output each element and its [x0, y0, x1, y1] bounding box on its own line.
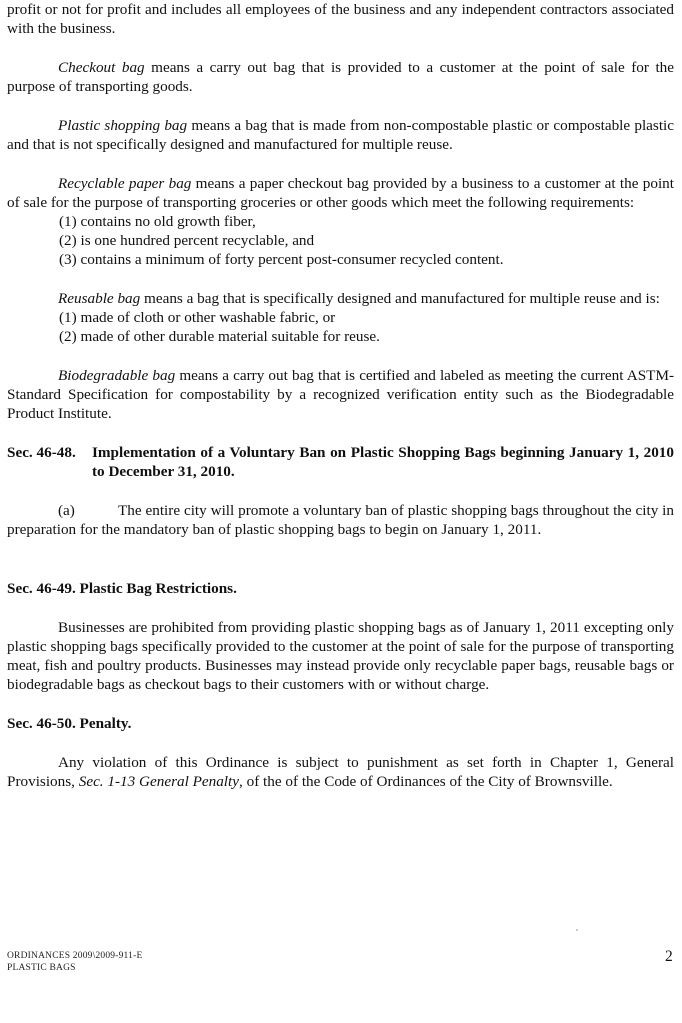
definition-term: Reusable bag	[58, 290, 141, 307]
section-46-49-text: Businesses are prohibited from providing plastic shopping bags as of January 1, 2011 excepting only plastic shopping bags specifically provided to the customer at the point of sale for the purpose of transporting meat, fish and poultry products. Businesses may instead provide only recyclable paper bags, reusable bags or biodegradable bags as checkout bags to their customers with or without charge.	[7, 619, 674, 693]
list-item: (1) made of cloth or other washable fabric, or	[59, 309, 336, 326]
section-46-48-heading	[7, 443, 674, 481]
definition-term: Checkout bag	[58, 59, 145, 76]
page-footer	[7, 950, 674, 974]
section-46-48-clause-a	[7, 501, 674, 539]
list-item: (1) contains no old growth fiber,	[59, 213, 256, 230]
list-item: (2) is one hundred percent recyclable, and	[59, 232, 315, 249]
definition-text: means a carry out bag that is certified and labeled as meeting the current ASTM-Standard Specification for compostability by a recognized verification entity such as the Biodegradable Product Institute.	[7, 367, 675, 422]
reusable-bag-requirements	[7, 308, 674, 346]
definition-term: Plastic shopping bag	[58, 117, 188, 134]
section-title: Implementation of a Voluntary Ban on Plastic Shopping Bags beginning January 1, 2010 to December 31, 2010.	[92, 444, 674, 480]
penalty-text-before: Any violation of this Ordinance is subject to punishment as set forth in Chapter 1, General Provisions,	[7, 754, 674, 790]
clause-label: (a)	[58, 502, 75, 519]
section-46-50-heading: Sec. 46-50. Penalty.	[7, 715, 132, 732]
definition-plastic-shopping-bag	[7, 116, 674, 154]
scan-speck	[576, 929, 578, 931]
definition-term: Biodegradable bag	[58, 367, 176, 384]
definition-text: means a bag that is made from non-compostable plastic or compostable plastic and that is not specifically designed and manufactured for multiple reuse.	[7, 117, 674, 153]
footer-document-title: PLASTIC BAGS	[7, 963, 76, 973]
list-item: (2) made of other durable material suitable for reuse.	[59, 328, 380, 345]
penalty-text-after: , of the of the Code of Ordinances of the City of Brownsville.	[239, 773, 613, 790]
section-46-49-heading: Sec. 46-49. Plastic Bag Restrictions.	[7, 580, 237, 597]
definition-text: means a bag that is specifically designed and manufactured for multiple reuse and is:	[140, 290, 660, 307]
section-number: Sec. 46-48.	[7, 444, 76, 461]
definition-text: means a paper checkout bag provided by a business to a customer at the point of sale for the purpose of transporting groceries or other goods which meet the following requirements:	[7, 175, 674, 211]
definition-recyclable-paper-bag	[7, 174, 674, 212]
list-item: (3) contains a minimum of forty percent post-consumer recycled content.	[59, 251, 504, 268]
page-number: 2	[665, 948, 673, 965]
document-page	[7, 0, 674, 791]
clause-text: The entire city will promote a voluntary ban of plastic shopping bags throughout the city in preparation for the mandatory ban of plastic shopping bags to begin on January 1, 2011.	[7, 502, 674, 538]
section-46-50-text	[7, 753, 674, 791]
footer-document-path: ORDINANCES 2009\2009-911-E	[7, 951, 143, 961]
definition-text: means a carry out bag that is provided to a customer at the point of sale for the purpose of transporting goods.	[7, 59, 674, 95]
penalty-text-reference: Sec. 1-13 General Penalty	[78, 773, 239, 790]
definition-checkout-bag	[7, 58, 674, 96]
recyclable-paper-bag-requirements	[7, 212, 674, 269]
intro-continuation: profit or not for profit and includes all employees of the business and any independent contractors associated with the business.	[7, 1, 674, 37]
definition-biodegradable-bag	[7, 366, 674, 423]
definition-reusable-bag	[7, 289, 674, 308]
definition-term: Recyclable paper bag	[58, 175, 192, 192]
